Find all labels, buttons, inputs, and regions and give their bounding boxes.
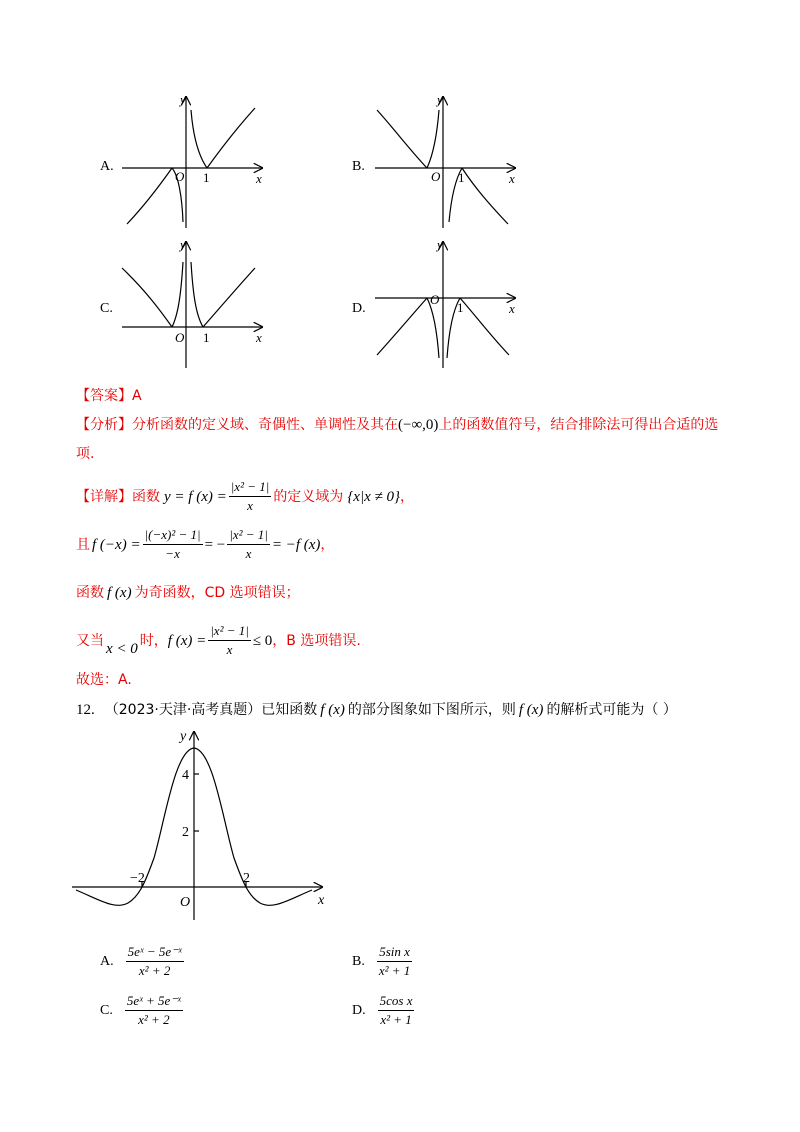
detail-l2-num2: |x² − 1| [227,526,270,545]
detail-l2-mid: = − [204,536,226,553]
detail-l4-fx: f (x) = [167,632,207,649]
graph-c-curve-4 [203,268,255,327]
detail-l2-rhs: = −f (x) [271,536,321,553]
detail-l4-fraction [208,622,251,659]
detail-l2-fraction-2 [227,526,270,563]
graph-b-curve-4 [462,168,508,224]
question-text-mid: 的部分图象如下图所示，则 [347,702,516,718]
detail-l4-le: ≤ 0 [252,632,273,649]
q12-option-c-fraction [125,992,183,1029]
question-fx-2: f (x) [518,702,544,718]
graph-c-origin: O [175,330,185,345]
graph-c-x-label: x [256,330,262,345]
graph-d-curve-4 [460,298,509,355]
graph-a-curve-4 [207,108,255,168]
q12-option-b-den: x² + 1 [378,963,411,978]
detail-l1-text-b: 的定义域为 [273,488,344,505]
question-12-stem [76,701,677,719]
graph-d [375,242,515,368]
q12-option-d-label: D. [352,1002,366,1018]
detail-l1-text-a: 函数 [132,488,160,505]
graph-d-origin: O [430,292,440,307]
q12-option-d-den: x² + 1 [380,1012,412,1027]
detail-l2-den2: x [245,546,252,561]
graph-c-curve-2 [172,262,183,327]
q12-option-a-fraction [126,943,184,980]
q12-y-label: y [180,729,187,744]
detail-l4-cond: x < 0 [106,640,138,657]
graph-d-x-label: x [509,301,515,316]
question-source: （2023·天津·高考真题）已知函数 [104,702,318,718]
detail-line-2 [76,526,334,563]
q12-label-neg2: −2 [130,871,145,886]
graph-b-origin: O [431,169,441,184]
graph-a-curve-3 [191,110,207,168]
q12-label-4: 4 [182,768,189,783]
q12-option-c-label: C. [100,1002,113,1018]
q12-option-b-fraction [377,943,412,980]
analysis-text-1: 分析函数的定义域、奇偶性、单调性及其在 [132,417,398,433]
q12-option-a-num: 5eˣ − 5e⁻ˣ [126,943,184,962]
q12-option-c[interactable] [100,992,185,1029]
q12-option-c-num: 5eˣ + 5e⁻ˣ [125,992,183,1011]
graph-b-curve-2 [427,110,439,168]
option-c-label: C. [100,301,113,316]
graph-c-tick-1: 1 [203,330,210,345]
q12-option-b[interactable] [352,943,414,980]
q12-option-b-num: 5sin x [377,943,412,962]
detail-l4-text-c: ，B 选项错误. [272,632,361,649]
answer-line [76,387,142,405]
graph-d-curve-1 [377,298,427,355]
detail-l3-text-a: 函数 [76,585,104,601]
detail-l1-fraction [229,478,272,515]
detail-l4-den: x [226,642,233,657]
question-fx-1: f (x) [320,702,345,718]
q12-option-b-label: B. [352,953,365,969]
graph-b-y-label: y [437,92,443,107]
detail-l4-text-a: 又当 [76,632,104,649]
analysis-tag: 【分析】 [76,417,132,433]
graph-c [122,242,262,368]
detail-l2-num1: |(−x)² − 1| [143,526,203,545]
q12-option-c-den: x² + 2 [138,1012,170,1027]
detail-l4-num: |x² − 1| [208,622,251,641]
q12-label-2: 2 [182,825,189,840]
option-b-label: B. [352,159,365,174]
graph-d-curve-2 [427,298,439,358]
graph-c-curve-1 [122,268,172,327]
graph-b-x-label: x [509,171,515,186]
q12-label-pos2: 2 [243,871,250,886]
graph-a-y-label: y [180,92,186,107]
analysis-line-2: 项. [76,446,95,462]
graph-a [122,97,262,228]
graph-c-y-label: y [180,237,186,252]
question-text-end: 的解析式可能为（ ） [546,702,677,718]
detail-l1-den: x [247,498,253,513]
detail-l3-text-b: 为奇函数，CD 选项错误； [134,585,300,601]
option-graphs [0,0,800,370]
q12-option-a-label: A. [100,953,114,969]
graph-a-x-label: x [256,171,262,186]
q12-x-label: x [318,893,325,908]
detail-l2-text-a: 且 [76,536,90,553]
option-a-label: A. [100,159,114,174]
graph-b-curve-1 [377,110,427,168]
detail-l3-fx: f (x) [107,585,132,601]
detail-l1-num: |x² − 1| [229,478,272,497]
q12-option-a[interactable] [100,943,186,980]
detail-l2-comma: ， [320,536,335,553]
q12-option-d-fraction [378,992,415,1029]
detail-line-4 [76,622,361,659]
detail-l2-fraction-1 [143,526,203,563]
detail-line-5: 故选：A. [76,672,132,688]
detail-tag: 【详解】 [76,488,132,505]
detail-l2-lhs: f (−x) = [92,536,141,553]
analysis-interval: (−∞,0) [398,417,439,433]
q12-option-a-den: x² + 2 [138,963,171,978]
graph-a-origin: O [175,169,185,184]
graph-a-curve-1 [127,168,172,224]
detail-l1-domain: {x|x ≠ 0} [347,488,400,505]
graph-d-tick-1: 1 [457,300,464,315]
detail-line-1 [76,478,414,515]
q12-origin: O [180,895,191,910]
detail-l4-text-b: 时， [139,632,168,649]
q12-option-d[interactable] [352,992,416,1029]
detail-line-3 [76,584,300,602]
detail-l2-den1: −x [165,546,180,561]
detail-l1-fx: y = f (x) = [164,488,227,505]
q12-option-d-num: 5cos x [378,992,415,1011]
graph-a-tick-1: 1 [203,170,210,185]
question-number: 12. [76,702,95,718]
question-12-graph [0,720,800,920]
graph-c-curve-3 [191,262,203,327]
answer-value: A [132,388,142,404]
answer-tag: 【答案】 [76,388,132,404]
detail-l1-comma: ， [399,488,414,505]
graph-b [375,97,515,228]
option-d-label: D. [352,301,366,316]
graph-b-tick-1: 1 [458,170,465,185]
analysis-line-1 [76,416,718,434]
graph-d-y-label: y [437,237,443,252]
analysis-text-2: 上的函数值符号，结合排除法可得出合适的选 [438,417,719,433]
